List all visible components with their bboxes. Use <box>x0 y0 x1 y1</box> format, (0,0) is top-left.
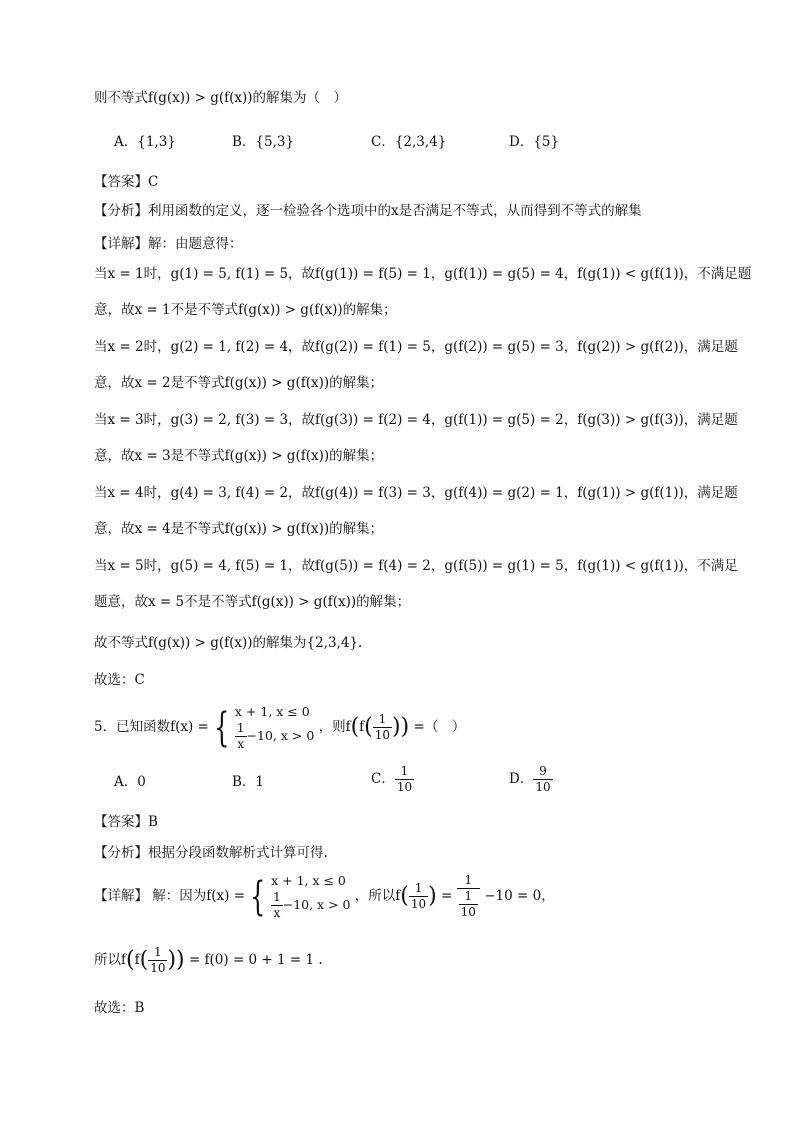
fraction-numerator: 1 <box>148 945 167 961</box>
q4-detail-line: 题意，故x = 5不是不等式f(g(x)) > g(f(x))的解集； <box>94 594 411 610</box>
answer-value: B <box>148 814 158 830</box>
q4-detail-line: 意，故x = 3是不等式f(g(x)) > g(f(x))的解集； <box>94 448 384 464</box>
q5-answer <box>94 812 158 832</box>
piecewise-cases <box>271 872 350 921</box>
fraction-denominator: x <box>237 737 245 751</box>
paren-open-icon: ( <box>126 947 135 973</box>
option-label: C． <box>371 771 395 787</box>
q5-choose: 故选：B <box>94 1000 145 1016</box>
analysis-tag: 【分析】 <box>94 203 148 219</box>
fraction-numerator: 1 <box>395 764 414 780</box>
q5-result <box>94 940 323 981</box>
detail-tag: 【详解】 <box>94 888 148 904</box>
fraction-numerator: 1 <box>457 873 480 889</box>
q4-option-a: A．{1,3} <box>114 134 176 150</box>
brace-icon: { <box>250 873 266 920</box>
fraction-denominator: 10 <box>460 905 476 919</box>
brace-icon: { <box>214 704 230 751</box>
paren-open-icon: ( <box>364 714 373 740</box>
answer-tag: 【答案】 <box>94 814 148 830</box>
case-2 <box>235 721 314 752</box>
piecewise-cases <box>235 703 314 752</box>
q5-option-d <box>509 764 553 795</box>
case-2-tail: −10, x > 0 <box>246 728 315 743</box>
q4-detail-line: 当x = 3时，g(3) = 2, f(3) = 3，故f(g(3)) = f(2) = 4，g(f(1)) = g(5) = 2，f(g(3)) > g(f(3))，满足题 <box>94 412 738 428</box>
paren-open-icon: ( <box>400 883 409 909</box>
fraction-denominator: 10 <box>150 961 166 975</box>
fraction-denominator: 10 <box>374 728 391 742</box>
q4-stem-tail: 则不等式f(g(x)) > g(f(x))的解集为（ ） <box>94 90 348 106</box>
fraction-denominator: 10 <box>410 897 427 911</box>
q5-analysis <box>94 843 328 863</box>
q5-stem <box>94 700 465 755</box>
fraction-numerator: 1 <box>373 712 392 728</box>
paren-open-icon: ( <box>350 714 360 740</box>
answer-value: C <box>148 174 159 190</box>
function-f: f <box>134 952 140 968</box>
q4-detail-line: 意，故x = 2是不等式f(g(x)) > g(f(x))的解集； <box>94 375 384 391</box>
case-1: x + 1, x ≤ 0 <box>234 704 310 719</box>
fraction <box>235 721 247 752</box>
paren-open-icon: ( <box>139 947 149 973</box>
q4-detail-line: 意，故x = 4是不等式f(g(x)) > g(f(x))的解集； <box>94 521 384 537</box>
detail-pre: 解：因为f(x) = <box>152 888 246 904</box>
q4-choose: 故选：C <box>94 672 145 688</box>
q4-answer <box>94 172 158 192</box>
option-label: D． <box>509 771 534 787</box>
detail-eq: = <box>441 888 453 904</box>
fraction-denominator: 10 <box>535 780 551 794</box>
fraction <box>373 712 392 743</box>
fraction-denominator <box>457 889 480 920</box>
q4-detail-line: 意，故x = 1不是不等式f(g(x)) > g(f(x))的解集； <box>94 302 397 318</box>
q4-detail-line: 当x = 4时，g(4) = 3, f(4) = 2，故f(g(4)) = f(3) = 3，g(f(4)) = g(2) = 1，f(g(1)) > g(f(1))，满足题 <box>94 485 738 501</box>
q4-detail-line: 当x = 2时，g(2) = 1, f(2) = 4，故f(g(2)) = f(1) = 5，g(f(2)) = g(5) = 3，f(g(2)) > g(f(2))，满足题 <box>94 339 738 355</box>
answer-tag: 【答案】 <box>94 174 148 190</box>
analysis-text: 根据分段函数解析式计算可得. <box>148 845 328 861</box>
q5-detail <box>94 868 555 925</box>
fraction <box>148 945 167 976</box>
detail-mid: ，所以f <box>354 888 401 904</box>
q5-stem-mid: ，则f <box>318 719 351 735</box>
q4-detail-line: 当x = 1时，g(1) = 5, f(1) = 5，故f(g(1)) = f(5) = 1，g(f(1)) = g(5) = 4，f(g(1)) < g(f(1))，不满足题 <box>94 266 752 282</box>
result-pre: 所以f <box>94 952 126 968</box>
q5-option-c <box>371 764 414 795</box>
detail-intro: 解：由题意得： <box>148 236 243 252</box>
q4-option-b: B．{5,3} <box>232 134 295 150</box>
q5-option-b: B．1 <box>232 774 265 790</box>
compound-fraction <box>457 873 480 920</box>
fraction <box>459 889 478 920</box>
q4-analysis <box>94 201 642 221</box>
fraction <box>409 881 428 912</box>
fraction-numerator: 1 <box>236 721 245 735</box>
analysis-tag: 【分析】 <box>94 845 148 861</box>
paren-close-icon: )) <box>392 714 410 740</box>
q4-conclusion: 故不等式f(g(x)) > g(f(x))的解集为{2,3,4}. <box>94 635 363 651</box>
fraction <box>395 764 414 795</box>
result-post: = f(0) = 0 + 1 = 1 . <box>188 952 323 968</box>
q4-detail <box>94 234 243 254</box>
fraction-numerator: 1 <box>273 890 281 904</box>
fraction-denominator: x <box>273 906 281 920</box>
q4-option-c: C．{2,3,4} <box>371 134 447 150</box>
q5-stem-pre: 5．已知函数f(x) = <box>94 719 209 735</box>
analysis-text: 利用函数的定义，逐一检验各个选项中的x是否满足不等式，从而得到不等式的解集 <box>148 203 642 219</box>
q5-stem-f: f <box>359 719 365 735</box>
fraction <box>271 890 283 921</box>
fraction-numerator: 1 <box>459 889 478 905</box>
paren-close-icon: ) <box>428 883 437 909</box>
detail-tag: 【详解】 <box>94 236 148 252</box>
fraction-denominator: 10 <box>396 780 413 794</box>
fraction <box>533 764 552 795</box>
detail-tail: −10 = 0， <box>484 888 555 904</box>
paren-close-icon: )) <box>167 947 185 973</box>
fraction-numerator: 9 <box>533 764 552 780</box>
q4-option-d: D．{5} <box>509 134 560 150</box>
fraction-numerator: 1 <box>409 881 428 897</box>
case-1: x + 1, x ≤ 0 <box>271 873 346 888</box>
q5-option-a: A．0 <box>114 774 146 790</box>
q4-detail-line: 当x = 5时，g(5) = 4, f(5) = 1，故f(g(5)) = f(4) = 2，g(f(5)) = g(1) = 5，f(g(1)) < g(f(1))，不满足 <box>94 558 738 574</box>
case-2 <box>271 890 350 921</box>
case-2-tail: −10, x > 0 <box>282 897 351 912</box>
q5-stem-end: =（ ） <box>413 719 466 735</box>
